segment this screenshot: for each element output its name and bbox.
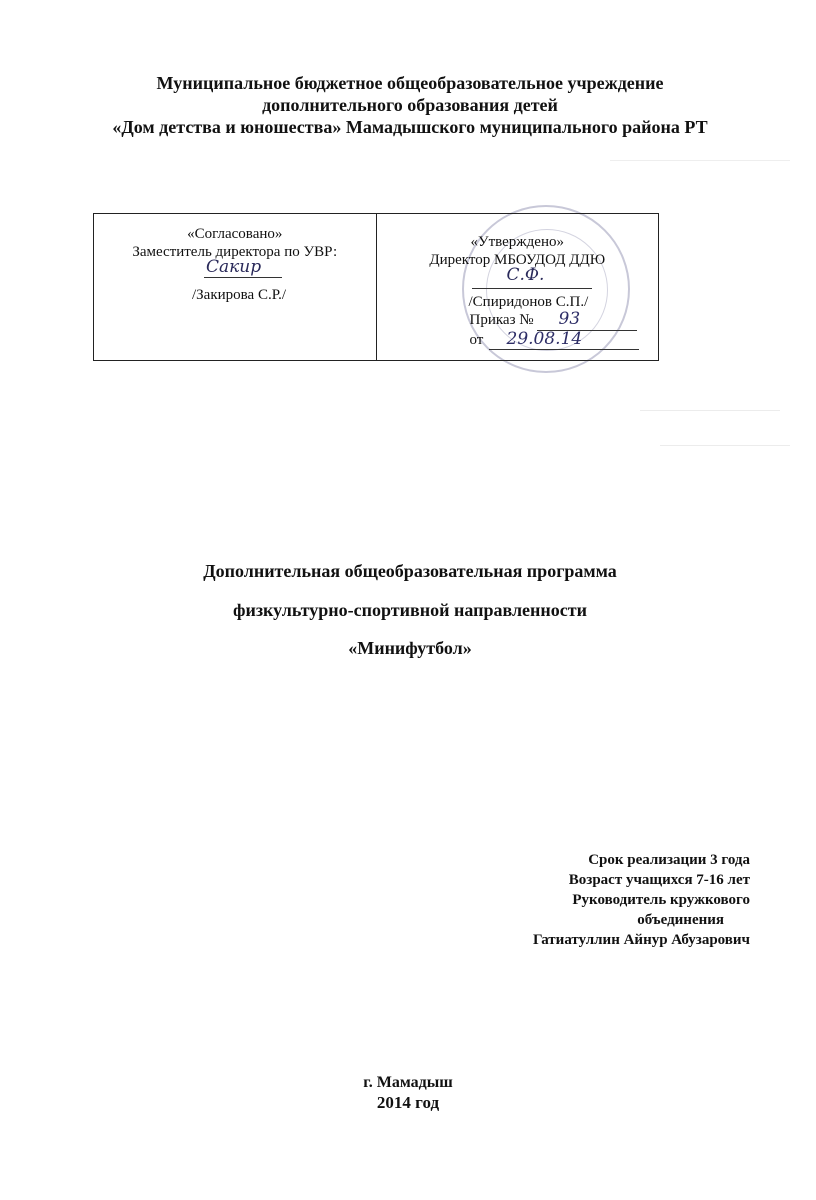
agreed-heading: «Согласовано»	[187, 226, 283, 242]
scan-artifact	[610, 160, 790, 201]
approved-signature-line	[472, 288, 592, 289]
scan-artifact	[640, 410, 780, 412]
approved-heading: «Утверждено»	[470, 234, 564, 250]
leader-name: Гатиатуллин Айнур Абузарович	[532, 932, 750, 948]
approved-position: Директор МБОУДОД ДДЮ	[429, 252, 606, 268]
header-line-3: «Дом детства и юношества» Мамадышского муниципального района РТ	[112, 117, 708, 137]
approval-table	[93, 213, 659, 361]
agreed-name: /Закирова С.Р./	[192, 287, 287, 303]
year: 2014 год	[376, 1093, 440, 1112]
institution-header	[60, 72, 760, 138]
order-number: 93	[558, 309, 581, 329]
agreed-signature-line	[204, 277, 282, 278]
header-line-1: Муниципальное бюджетное общеобразовательное учреждение	[156, 73, 664, 93]
program-term: Срок реализации 3 года	[588, 852, 750, 868]
program-title-line-1: Дополнительная общеобразовательная программа	[203, 561, 617, 581]
order-date: 29.08.14	[506, 329, 583, 349]
approved-cell	[377, 214, 659, 360]
student-age: Возраст учащихся 7-16 лет	[568, 872, 750, 888]
document-footer	[0, 1073, 816, 1113]
scan-artifact	[660, 445, 790, 447]
header-line-2: дополнительного образования детей	[262, 95, 558, 115]
agreed-position: Заместитель директора по УВР:	[132, 244, 338, 260]
date-label: от	[469, 332, 484, 348]
agreed-signature: Сакир	[206, 257, 262, 277]
order-label: Приказ №	[469, 312, 534, 328]
approved-name: /Спиридонов С.П./	[468, 294, 589, 310]
program-name: «Минифутбол»	[348, 638, 472, 658]
program-details	[533, 850, 750, 950]
approved-signature: С.Ф.	[506, 265, 545, 285]
agreed-cell	[94, 214, 377, 360]
date-line	[489, 349, 639, 350]
city: г. Мамадыш	[363, 1074, 453, 1091]
leader-title-2: объединения	[637, 912, 724, 928]
program-title-line-2: физкультурно-спортивной направленности	[233, 600, 587, 620]
leader-title-1: Руководитель кружкового	[572, 892, 750, 908]
